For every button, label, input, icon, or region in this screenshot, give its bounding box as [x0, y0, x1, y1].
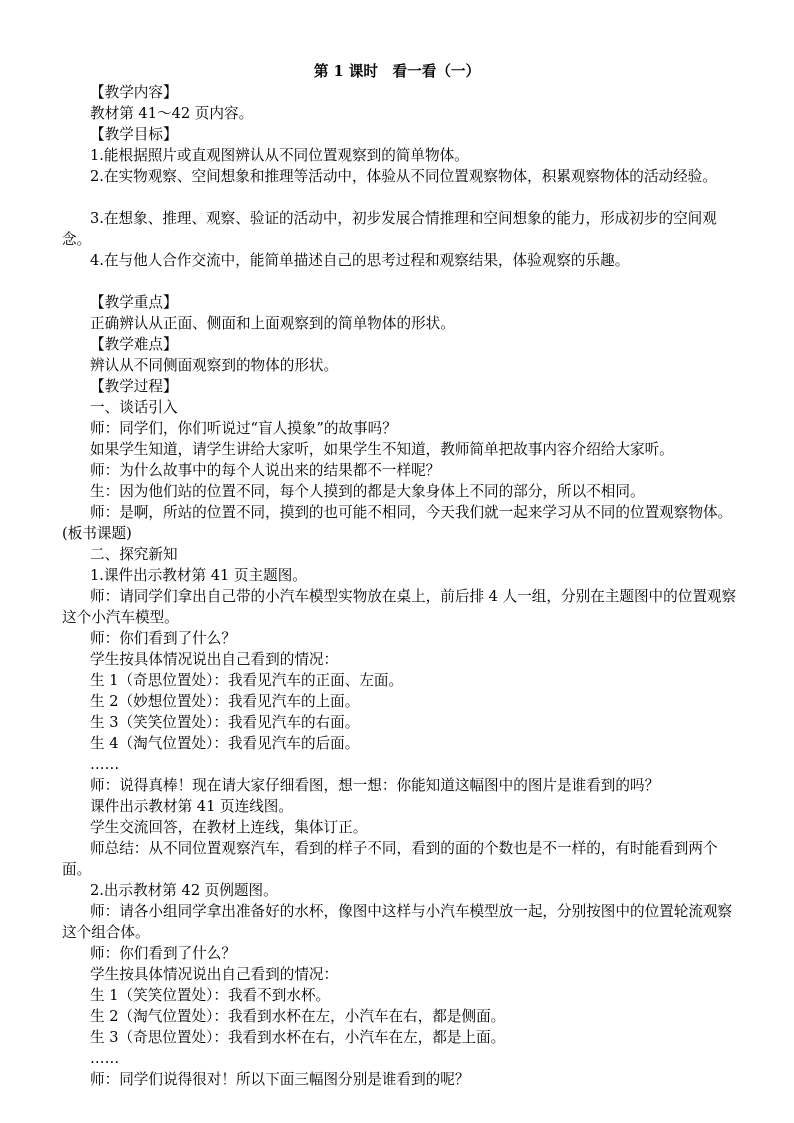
section-heading-goals: 【教学目标】	[90, 126, 178, 143]
student-answer: 生 4（淘气位置处）：我看见汽车的后面。	[90, 735, 360, 752]
paragraph: 辨认从不同侧面观察到的物体的形状。	[90, 357, 339, 374]
paragraph: 正确辨认从正面、侧面和上面观察到的简单物体的形状。	[90, 315, 455, 332]
paragraph: 课件出示教材第 41 页连线图。	[90, 798, 293, 815]
goal-item: 4.在与他人合作交流中，能简单描述自己的思考过程和观察结果，体验观察的乐趣。	[90, 252, 630, 269]
paragraph: 师：同学们，你们听说过“盲人摸象”的故事吗？	[90, 420, 397, 437]
student-answer: 生 2（淘气位置处）：我看到水杯在左，小汽车在右，都是侧面。	[90, 1008, 506, 1025]
section-heading-key-point: 【教学重点】	[90, 294, 178, 311]
page-title: 第 1 课时 看一看（一）	[313, 63, 481, 80]
goal-item: 1.能根据照片或直观图辨认从不同位置观察到的简单物体。	[90, 147, 469, 164]
section-heading-process: 【教学过程】	[90, 378, 178, 395]
goal-item: 3.在想象、推理、观察、验证的活动中，初步发展合情推理和空间想象的能力，形成初步的空间观念。	[62, 210, 717, 248]
student-answer: 生 1（笑笑位置处）：我看不到水杯。	[90, 987, 331, 1004]
section-heading-content: 【教学内容】	[90, 84, 178, 101]
paragraph: 学生交流回答，在教材上连线，集体订正。	[90, 819, 368, 836]
student-answer: 生 3（奇思位置处）：我看到水杯在右，小汽车在左，都是上面。	[90, 1029, 506, 1046]
paragraph: 师：说得真棒！现在请大家仔细看图，想一想：你能知道这幅图中的图片是谁看到的吗？	[90, 777, 660, 794]
paragraph: 1.课件出示教材第 41 页主题图。	[90, 567, 307, 584]
paragraph: 生：因为他们站的位置不同，每个人摸到的都是大象身体上不同的部分，所以不相同。	[90, 483, 645, 500]
paragraph: 师：是啊，所站的位置不同，摸到的也可能不相同，今天我们就一起来学习从不同的位置观察物体。(板书课题)	[62, 504, 733, 542]
paragraph: 教材第 41～42 页内容。	[90, 105, 254, 122]
paragraph: 师：请同学们拿出自己带的小汽车模型实物放在桌上，前后排 4 人一组，分别在主题图中的位置观察这个小汽车模型。	[62, 588, 737, 626]
paragraph: 师：请各小组同学拿出准备好的水杯，像图中这样与小汽车模型放一起，分别按图中的位置轮流观察这个组合体。	[62, 903, 733, 941]
paragraph: 学生按具体情况说出自己看到的情况：	[90, 966, 339, 983]
paragraph: 学生按具体情况说出自己看到的情况：	[90, 651, 339, 668]
paragraph: 师：你们看到了什么？	[90, 630, 236, 647]
paragraph: 师：为什么故事中的每个人说出来的结果都不一样呢？	[90, 462, 441, 479]
student-answer: 生 3（笑笑位置处）：我看见汽车的右面。	[90, 714, 360, 731]
paragraph: 如果学生知道，请学生讲给大家听，如果学生不知道，教师简单把故事内容介绍给大家听。	[90, 441, 674, 458]
paragraph: 2.出示教材第 42 页例题图。	[90, 882, 278, 899]
student-answer: 生 2（妙想位置处）：我看见汽车的上面。	[90, 693, 360, 710]
section-heading-difficulty: 【教学难点】	[90, 336, 178, 353]
goal-item: 2.在实物观察、空间想象和推理等活动中，体验从不同位置观察物体，积累观察物体的活动经验。	[90, 168, 717, 185]
paragraph: 师：同学们说得很对！所以下面三幅图分别是谁看到的呢？	[90, 1071, 470, 1088]
student-answer: 生 1（奇思位置处）：我看见汽车的正面、左面。	[90, 672, 404, 689]
paragraph: 师总结：从不同位置观察汽车，看到的样子不同，看到的面的个数也是不一样的，有时能看到两个面。	[62, 840, 718, 878]
ellipsis: ……	[90, 1050, 120, 1067]
ellipsis: ……	[90, 756, 120, 773]
subsection-heading: 二、探究新知	[90, 546, 178, 563]
paragraph: 师：你们看到了什么？	[90, 945, 236, 962]
subsection-heading: 一、谈话引入	[90, 399, 178, 416]
